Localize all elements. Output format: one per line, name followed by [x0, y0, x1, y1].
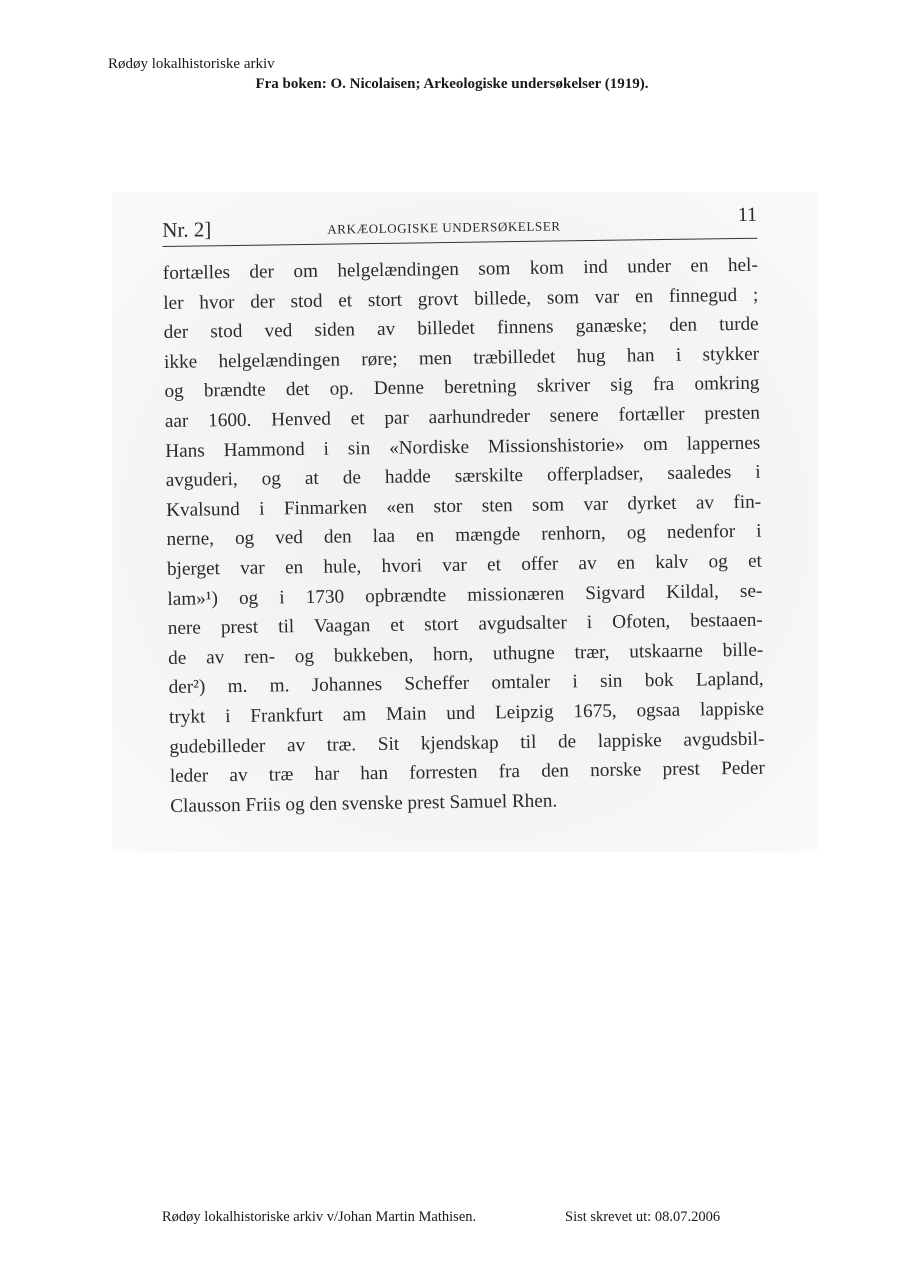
footer-credit: Rødøy lokalhistoriske arkiv v/Johan Martin Mathisen. [162, 1209, 477, 1225]
archive-label: Rødøy lokalhistoriske arkiv [108, 56, 275, 72]
text-line: de av ren- og bukkeben, horn, uthugne trær, utskaarne bille- [168, 639, 764, 669]
text-line: leder av træ har han forresten fra den norske prest Peder [169, 757, 765, 788]
text-line: der²) m. m. Johannes Scheffer omtaler i sin bok Lapland, [168, 668, 764, 699]
running-title: ARKÆOLOGISKE UNDERSØKELSER [327, 218, 561, 237]
text-line: ikke helgelændingen røre; men træbilledet hug han i stykker [163, 343, 760, 373]
text-line: nere prest til Vaagan et stort avgudsalter i Ofoten, bestaaen- [167, 609, 763, 640]
footer-print-date: Sist skrevet ut: 08.07.2006 [565, 1209, 721, 1225]
text-line: der stod ved siden av billedet finnens ganæske; den turde [163, 313, 759, 344]
body-text [163, 251, 766, 822]
text-line: bjerget var en hule, hvori var et offer av en kalv og et [166, 550, 763, 580]
running-header [162, 204, 757, 247]
text-line: fortælles der om helgelændingen som kom ind under en hel- [162, 254, 758, 284]
text-line: Kvalsund i Finmarken «en stor sten som var dyrket av fin- [166, 491, 762, 521]
issue-number: Nr. 2] [162, 217, 212, 242]
page-number: 11 [737, 203, 758, 226]
text-line: Clausson Friis og den svenske prest Samuel Rhen. [170, 790, 558, 817]
scanned-page [112, 192, 818, 852]
text-line: ler hvor der stod et stort grovt billede, som var en finnegud ; [163, 284, 759, 314]
text-line: aar 1600. Henved et par aarhundreder senere fortæller presten [164, 402, 761, 432]
text-line: gudebilleder av træ. Sit kjendskap til de lappiske avgudsbil- [169, 728, 765, 758]
source-title: Fra boken: O. Nicolaisen; Arkeologiske undersøkelser (1919). [255, 76, 649, 92]
text-line: lam»¹) og i 1730 opbrændte missionæren Sigvard Kildal, se- [167, 580, 763, 610]
scanned-page-content [162, 204, 765, 822]
text-line: Hans Hammond i sin «Nordiske Missionshistorie» om lappernes [165, 432, 761, 462]
text-line: og brændte det op. Denne beretning skriver sig fra omkring [164, 373, 760, 403]
text-line: nerne, og ved den laa en mængde renhorn, og nedenfor i [166, 521, 762, 551]
text-line: avguderi, og at de hadde særskilte offerpladser, saaledes i [165, 461, 761, 492]
text-line: trykt i Frankfurt am Main und Leipzig 1675, ogsaa lappiske [168, 698, 765, 728]
